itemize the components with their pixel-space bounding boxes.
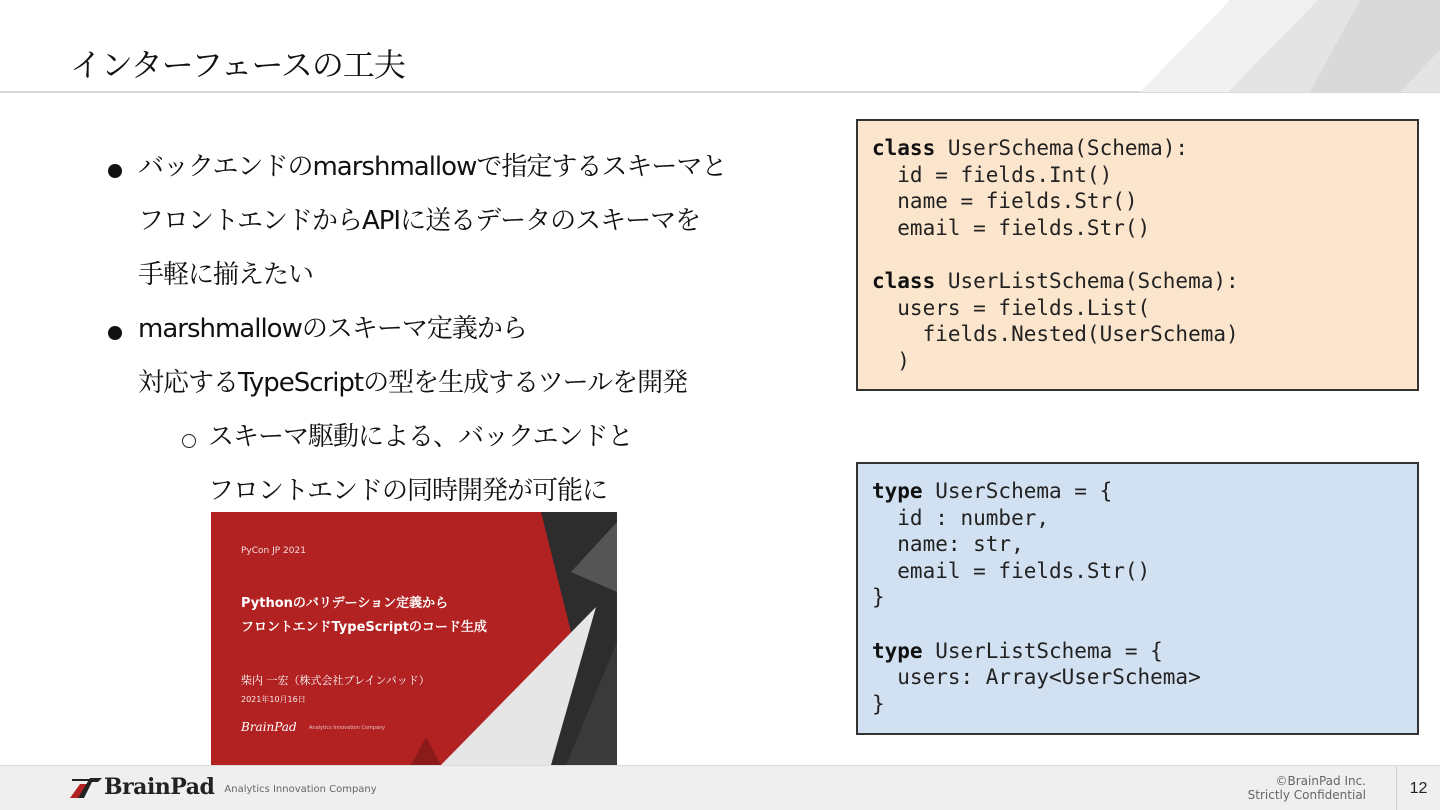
code-text: UserListSchema(Schema): — [935, 268, 1239, 293]
typescript-code-block — [856, 462, 1419, 735]
code-line — [872, 241, 1403, 268]
header-decoration — [1140, 0, 1440, 92]
code-keyword: type — [872, 638, 923, 663]
page-number: 12 — [1396, 766, 1440, 810]
brand-logo — [68, 774, 377, 800]
bullet-2-line-2 — [108, 356, 808, 410]
thumbnail-date: 2021年10月16日 — [241, 695, 306, 704]
bullet-text: バックエンドのmarshmallowで指定するスキーマと — [138, 152, 727, 182]
slide-title: インターフェースの工夫 — [70, 46, 405, 84]
copyright-text: ©BrainPad Inc. — [1275, 774, 1366, 788]
code-line — [872, 348, 1403, 375]
bullet-text: フロントエンドからAPIに送るデータのスキーマを — [138, 206, 701, 236]
code-line — [872, 691, 1403, 718]
code-text: UserListSchema = { — [922, 638, 1163, 663]
code-text: email = fields.Str() — [872, 215, 1151, 240]
brand-subtitle: Analytics Innovation Company — [224, 783, 377, 795]
sub-bullet-line-1 — [108, 410, 808, 464]
footer — [0, 765, 1440, 810]
bullet-2-line-1 — [108, 302, 808, 356]
code-text: users = fields.List( — [872, 295, 1151, 320]
title-bar — [0, 0, 1440, 93]
bullet-dot-icon — [108, 164, 122, 178]
code-text: fields.Nested(UserSchema) — [872, 322, 1239, 347]
code-text: users: Array<UserSchema> — [872, 665, 1201, 690]
code-text: } — [872, 691, 885, 716]
sub-bullet-line-2 — [108, 464, 808, 518]
code-text: id = fields.Int() — [872, 162, 1113, 187]
code-line — [872, 268, 1403, 295]
thumbnail-title-line-1: Pythonのバリデーション定義から — [241, 596, 449, 611]
thumbnail-logo-subtitle: Analytics Innovation Company — [309, 725, 386, 731]
brand-name: BrainPad — [104, 774, 215, 800]
code-line — [872, 584, 1403, 611]
code-line — [872, 135, 1403, 162]
code-line — [872, 321, 1403, 348]
code-text: UserSchema = { — [922, 479, 1113, 503]
copyright-block — [1248, 774, 1366, 802]
bullet-list — [108, 140, 808, 518]
code-keyword: type — [872, 479, 923, 503]
thumbnail-author: 柴内 一宏（株式会社ブレインパッド） — [241, 674, 430, 687]
sub-bullet-text: フロントエンドの同時開発が可能に — [208, 476, 607, 506]
code-text: name = fields.Str() — [872, 189, 1138, 214]
code-line — [872, 478, 1403, 505]
confidential-text: Strictly Confidential — [1247, 788, 1366, 802]
thumbnail-event: PyCon JP 2021 — [241, 546, 306, 556]
code-line — [872, 215, 1403, 242]
bullet-dot-icon — [108, 326, 122, 340]
code-text: name: str, — [872, 532, 1024, 557]
sub-bullet-text: スキーマ駆動による、バックエンドと — [208, 422, 633, 452]
code-line — [872, 531, 1403, 558]
code-line — [872, 505, 1403, 532]
code-text: UserSchema(Schema): — [935, 136, 1189, 160]
code-line — [872, 664, 1403, 691]
code-text: } — [872, 585, 885, 610]
bullet-1-line-2 — [108, 194, 808, 248]
bullet-text: 手軽に揃えたい — [138, 260, 314, 290]
bullet-text: marshmallowのスキーマ定義から — [138, 314, 527, 344]
code-keyword: class — [872, 136, 936, 160]
code-line — [872, 162, 1403, 189]
bullet-1-line-3 — [108, 248, 808, 302]
bullet-1-line-1 — [108, 140, 808, 194]
code-text: email = fields.Str() — [872, 558, 1151, 583]
thumbnail-title-line-2: フロントエンドTypeScriptのコード生成 — [241, 620, 487, 635]
code-line — [872, 558, 1403, 585]
sub-bullet-circle-icon — [182, 434, 196, 448]
python-code-block — [856, 119, 1419, 391]
code-line — [872, 611, 1403, 638]
code-line — [872, 188, 1403, 215]
code-text: id : number, — [872, 505, 1050, 530]
thumbnail-logo: BrainPad — [241, 720, 297, 734]
brainpad-mark-icon — [68, 774, 104, 800]
code-keyword: class — [872, 268, 936, 293]
bullet-text: 対応するTypeScriptの型を生成するツールを開発 — [138, 368, 688, 398]
code-line — [872, 295, 1403, 322]
code-line — [872, 638, 1403, 665]
talk-thumbnail — [211, 512, 617, 765]
code-text: ) — [872, 348, 910, 373]
